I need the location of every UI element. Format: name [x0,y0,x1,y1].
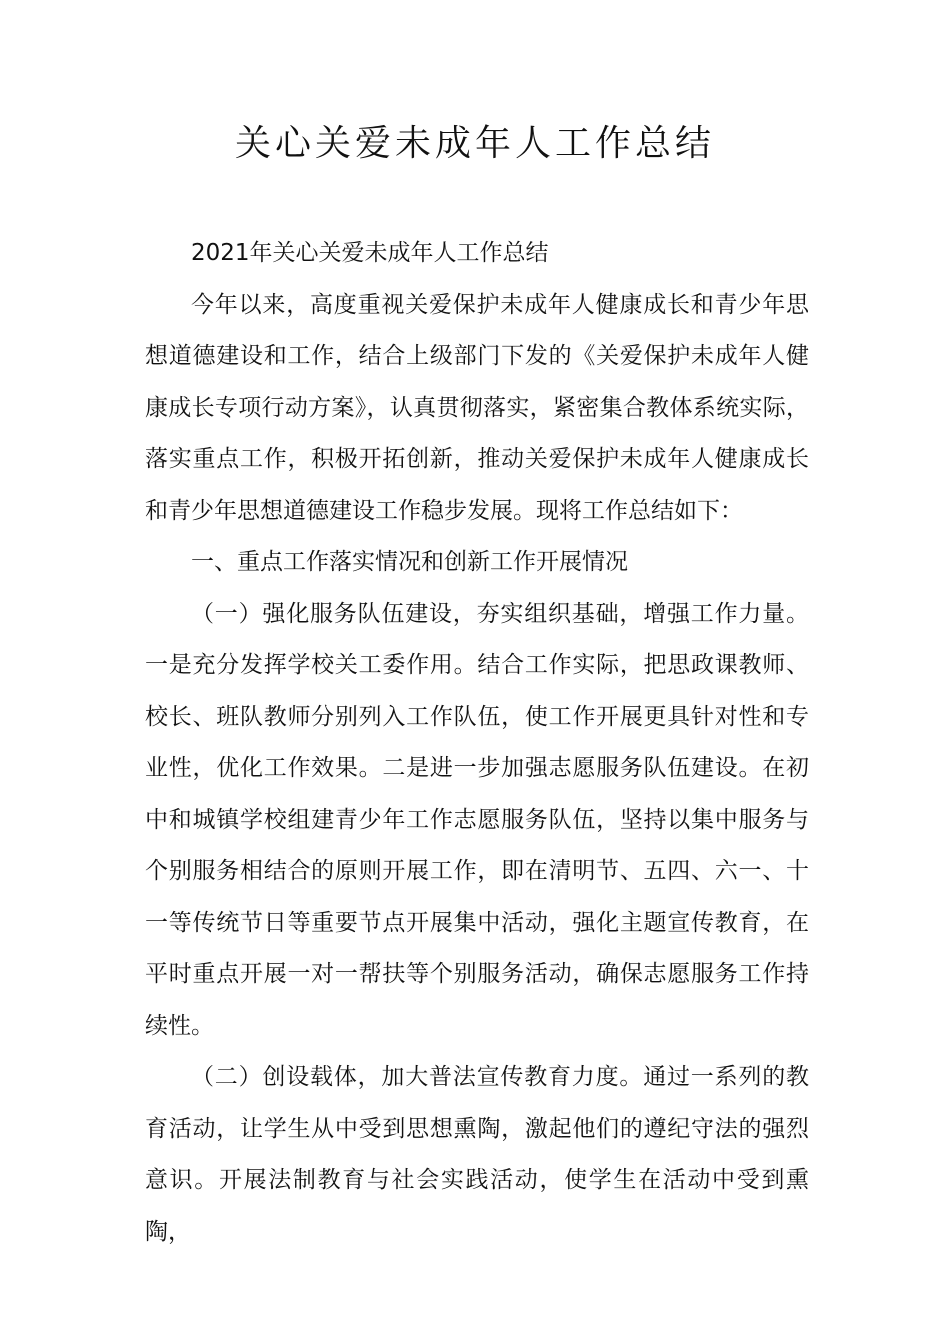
body-paragraph: （二）创设载体，加大普法宣传教育力度。通过一系列的教育活动，让学生从中受到思想熏陶，激起他们的遵纪守法的强烈意识。开展法制教育与社会实践活动，使学生在活动中受到熏陶， [145,1064,809,1245]
body-paragraph: （一）强化服务队伍建设，夯实组织基础，增强工作力量。一是充分发挥学校关工委作用。结合工作实际，把思政课教师、校长、班队教师分别列入工作队伍，使工作开展更具针对性和专业性，优化工作效果。二是进一步加强志愿服务队伍建设。在初中和城镇学校组建青少年工作志愿服务队伍，坚持以集中服务与个别服务相结合的原则开展工作，即在清明节、五四、六一、十一等传统节日等重要节点开展集中活动，强化主题宣传教育，在平时重点开展一对一帮扶等个别服务活动，确保志愿服务工作持续性。 [145,600,809,1039]
section-heading: 一、重点工作落实情况和创新工作开展情况 [191,549,628,575]
document-title: 关心关爱未成年人工作总结 [234,123,715,164]
document-body [145,228,809,1258]
intro-paragraph: 今年以来，高度重视关爱保护未成年人健康成长和青少年思想道德建设和工作，结合上级部门下发的《关爱保护未成年人健康成长专项行动方案》，认真贯彻落实，紧密集合教体系统实际，落实重点工作，积极开拓创新，推动关爱保护未成年人健康成长和青少年思想道德建设工作稳步发展。现将工作总结如下： [145,291,809,524]
subtitle-paragraph: 2021年关心关爱未成年人工作总结 [191,240,549,266]
